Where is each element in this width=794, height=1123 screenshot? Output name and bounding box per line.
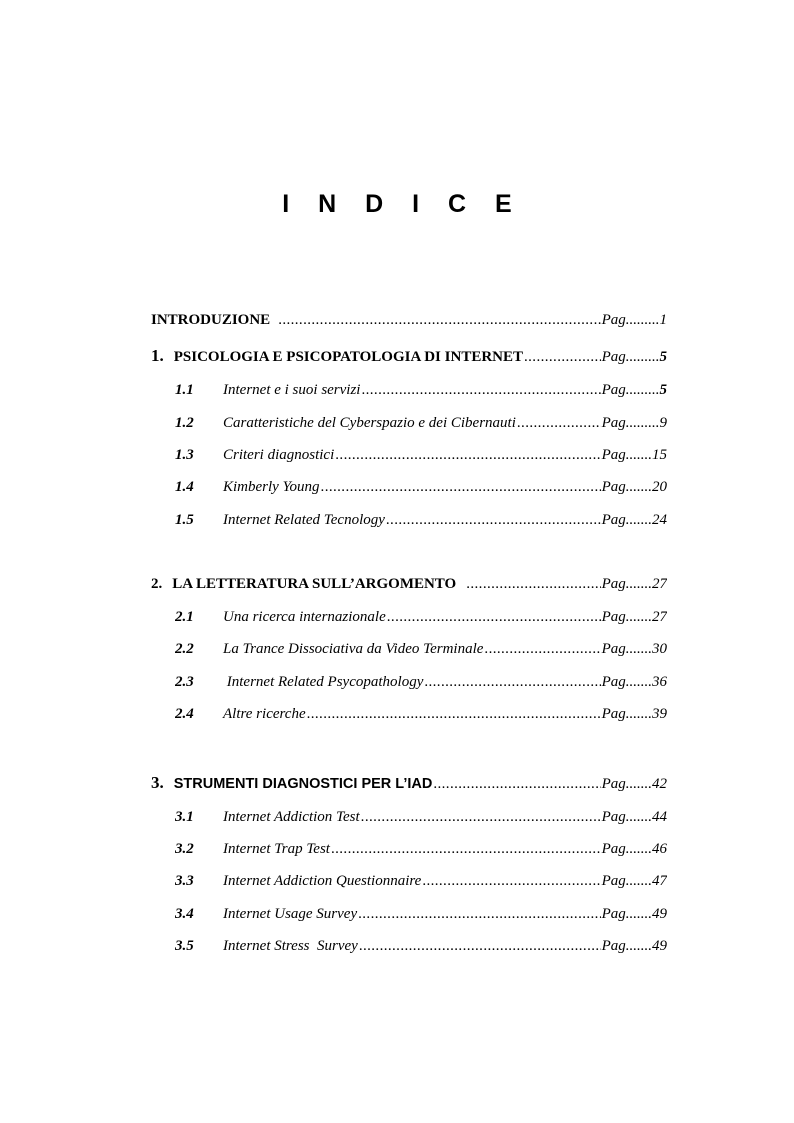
toc-entry-page: Pag.......49 [601, 938, 667, 954]
toc-entry-page: Pag.......27 [601, 609, 667, 625]
toc-entry-number: 1.1 [175, 382, 194, 398]
toc-entry-number: 1.5 [175, 512, 194, 528]
toc-entry-page: Pag.......24 [601, 512, 667, 528]
toc-entry-label: Caratteristiche del Cyberspazio e dei Cibernauti [223, 415, 516, 431]
toc-entry-3-5[interactable] [175, 938, 667, 960]
toc-entry-3-1[interactable] [175, 809, 667, 831]
toc-entry-number: 3.4 [175, 906, 194, 922]
toc-entry-number: 1.4 [175, 479, 194, 495]
toc-entry-label: Internet Related Tecnology [223, 512, 385, 528]
toc-entry-page: Pag.......20 [601, 479, 667, 495]
toc-entry-number: 1. [151, 346, 164, 365]
dot-leader [359, 938, 601, 955]
page-title: I N D I C E [282, 190, 523, 218]
toc-entry-label: INTRODUZIONE [151, 312, 271, 328]
toc-entry-page: Pag.........5 [601, 349, 667, 365]
toc-entry-number: 3. [151, 773, 164, 792]
toc-entry-label: Internet e i suoi servizi [223, 382, 361, 398]
toc-entry-page: Pag.......15 [601, 447, 667, 463]
toc-entry-number: 1.3 [175, 447, 194, 463]
toc-entry-number: 2.4 [175, 706, 194, 722]
toc-entry-1-2[interactable] [175, 415, 667, 437]
toc-entry-label: Internet Addiction Test [223, 809, 360, 825]
toc-entry-label: STRUMENTI DIAGNOSTICI PER L’IAD [173, 776, 433, 792]
toc-entry-1-4[interactable] [175, 479, 667, 501]
toc-entry-chapter-1[interactable] [151, 346, 667, 368]
toc-entry-label: Internet Usage Survey [223, 906, 358, 922]
toc-entry-number: 2.3 [175, 674, 194, 690]
toc-entry-introduzione[interactable] [151, 312, 667, 334]
toc-entry-chapter-2[interactable] [151, 576, 667, 598]
toc-entry-2-3[interactable] [175, 674, 667, 696]
dot-leader [335, 447, 600, 464]
dot-leader [307, 706, 601, 723]
dot-leader [466, 576, 600, 593]
toc-entry-label: Kimberly Young [223, 479, 320, 495]
toc-entry-label: Criteri diagnostici [223, 447, 335, 463]
dot-leader [361, 382, 600, 399]
toc-entry-1-3[interactable] [175, 447, 667, 469]
toc-entry-page: Pag.......47 [601, 873, 667, 889]
toc-entry-number: 3.1 [175, 809, 194, 825]
toc-entry-3-4[interactable] [175, 906, 667, 928]
toc-entry-number: 2.1 [175, 609, 194, 625]
toc-entry-1-1[interactable] [175, 382, 667, 404]
dot-leader [387, 609, 601, 626]
toc-entry-label: Altre ricerche [223, 706, 306, 722]
dot-leader [484, 641, 600, 658]
toc-entry-number: 3.5 [175, 938, 194, 954]
toc-entry-number: 3.3 [175, 873, 194, 889]
toc-entry-2-1[interactable] [175, 609, 667, 631]
dot-leader [433, 776, 600, 793]
toc-entry-page: Pag.......36 [601, 674, 667, 690]
toc-entry-3-2[interactable] [175, 841, 667, 863]
toc-entry-page: Pag.......39 [601, 706, 667, 722]
toc-entry-label: Una ricerca internazionale [223, 609, 386, 625]
toc-entry-page: Pag.......44 [601, 809, 667, 825]
toc-entry-label: Internet Stress Survey [223, 938, 358, 954]
toc-entry-number: 1.2 [175, 415, 194, 431]
dot-leader [422, 873, 600, 890]
dot-leader [361, 809, 601, 826]
dot-leader [386, 512, 601, 529]
toc-entry-label: Internet Addiction Questionnaire [223, 873, 422, 889]
toc-entry-label: PSICOLOGIA E PSICOPATOLOGIA DI INTERNET [173, 349, 523, 365]
dot-leader [331, 841, 601, 858]
toc-entry-3-3[interactable] [175, 873, 667, 895]
toc-entry-page: Pag.......30 [601, 641, 667, 657]
dot-leader [358, 906, 600, 923]
toc-entry-page: Pag.......49 [601, 906, 667, 922]
toc-entry-page: Pag.......27 [601, 576, 667, 592]
toc-entry-chapter-3[interactable] [151, 773, 667, 795]
dot-leader [524, 349, 601, 366]
toc-entry-2-4[interactable] [175, 706, 667, 728]
toc-entry-number: 2. [151, 576, 163, 592]
toc-entry-label: Internet Trap Test [223, 841, 330, 857]
dot-leader [517, 415, 601, 432]
toc-entry-number: 3.2 [175, 841, 194, 857]
toc-entry-label: La Trance Dissociativa da Video Terminale [223, 641, 484, 657]
toc-entry-label: Internet Related Psycopathology [223, 674, 424, 690]
toc-entry-page: Pag.........5 [601, 382, 667, 398]
toc-entry-number: 2.2 [175, 641, 194, 657]
toc-entry-page: Pag.......42 [601, 776, 667, 792]
toc-entry-label: LA LETTERATURA SULL’ARGOMENTO [172, 576, 457, 592]
dot-leader [321, 479, 601, 496]
toc-entry-page: Pag.........9 [601, 415, 667, 431]
toc-entry-1-5[interactable] [175, 512, 667, 534]
toc-entry-page: Pag.......46 [601, 841, 667, 857]
toc-entry-page: Pag.........1 [601, 312, 667, 328]
toc-entry-2-2[interactable] [175, 641, 667, 663]
dot-leader [424, 674, 600, 691]
dot-leader [278, 312, 600, 329]
